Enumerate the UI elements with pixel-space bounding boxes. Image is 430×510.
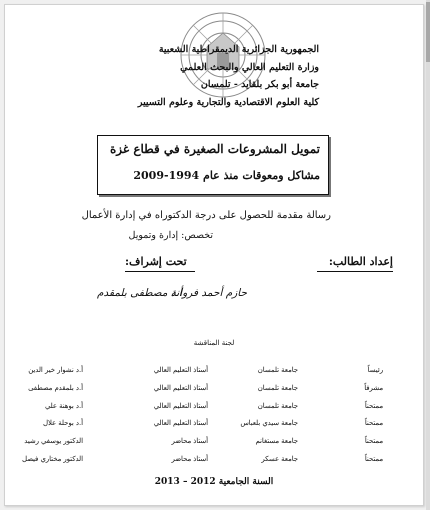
committee-member-name: الدكتور مختاري فيصل	[21, 455, 83, 463]
document-page	[4, 4, 424, 506]
committee-member-name: أ.د نشوار خير الدين	[28, 366, 83, 374]
committee-member-name: أ.د بلمقدم مصطفى	[28, 384, 83, 392]
committee-member-name: أ.د بوحلة علال	[43, 419, 83, 427]
faculty-line: كلية العلوم الاقتصادية والتجارية وعلوم التسيير	[137, 96, 319, 108]
thesis-title-box	[97, 135, 329, 195]
committee-member-university: جامعة تلمسان	[257, 402, 298, 410]
committee-member-university: جامعة مستغانم	[255, 437, 298, 445]
supervisor-label-underline	[125, 271, 195, 272]
republic-line: الجمهورية الجزائرية الديمقراطية الشعبية	[158, 44, 319, 55]
committee-member-university: جامعة سيدي بلعباس	[240, 419, 298, 427]
committee-member-role: مشرفاً	[364, 384, 383, 392]
committee-member-role: رئيساً	[367, 366, 383, 374]
committee-member-university: جامعة تلمسان	[257, 366, 298, 374]
committee-member-role: ممتحناً	[364, 437, 383, 445]
academic-year: السنة الجامعية 2012 – 2013	[154, 477, 274, 487]
thesis-subtitle: مشاكل ومعوقات منذ عام 1994-2009	[133, 169, 320, 182]
committee-member-role: ممتحناً	[364, 455, 383, 463]
institution-header	[79, 41, 319, 111]
degree-statement: رسالة مقدمة للحصول على درجة الدكتوراه في إدارة الأعمال	[81, 210, 331, 221]
student-label-underline	[317, 271, 393, 272]
vertical-scrollbar[interactable]	[426, 0, 430, 510]
committee-heading: لجنة المناقشة	[193, 339, 235, 347]
committee-member-rank: أستاذ التعليم العالي	[153, 366, 208, 374]
scrollbar-thumb[interactable]	[426, 2, 430, 62]
student-name: حازم أحمد فروانة	[170, 287, 247, 299]
specialization: تخصص: إدارة وتمويل	[128, 230, 213, 241]
committee-member-rank: أستاذ التعليم العالي	[153, 402, 208, 410]
university-line: جامعة أبو بكر بلقايد - تلمسان	[200, 79, 319, 90]
committee-member-rank: أستاذ التعليم العالي	[153, 384, 208, 392]
committee-member-role: ممتحناً	[364, 402, 383, 410]
supervisor-label: تحت إشراف:	[125, 255, 187, 268]
student-label: إعداد الطالب:	[328, 255, 393, 268]
committee-member-name: الدكتور يوسفي رشيد	[24, 437, 83, 445]
committee-member-university: جامعة تلمسان	[257, 384, 298, 392]
thesis-title: تمويل المشروعات الصغيرة في قطاع غزة	[110, 142, 320, 156]
committee-member-rank: أستاذ التعليم العالي	[153, 419, 208, 427]
committee-member-rank: أستاذ محاضر	[171, 437, 208, 445]
committee-member-role: ممتحناً	[364, 419, 383, 427]
committee-member-rank: أستاذ محاضر	[171, 455, 208, 463]
supervisor-name: أ.د مصطفى بلمقدم	[97, 287, 182, 299]
committee-member-name: أ.د بوهنة علي	[44, 402, 83, 410]
committee-member-university: جامعة عسكر	[261, 455, 298, 463]
ministry-line: وزارة التعليم العالي والبحث العلمي	[180, 61, 319, 73]
